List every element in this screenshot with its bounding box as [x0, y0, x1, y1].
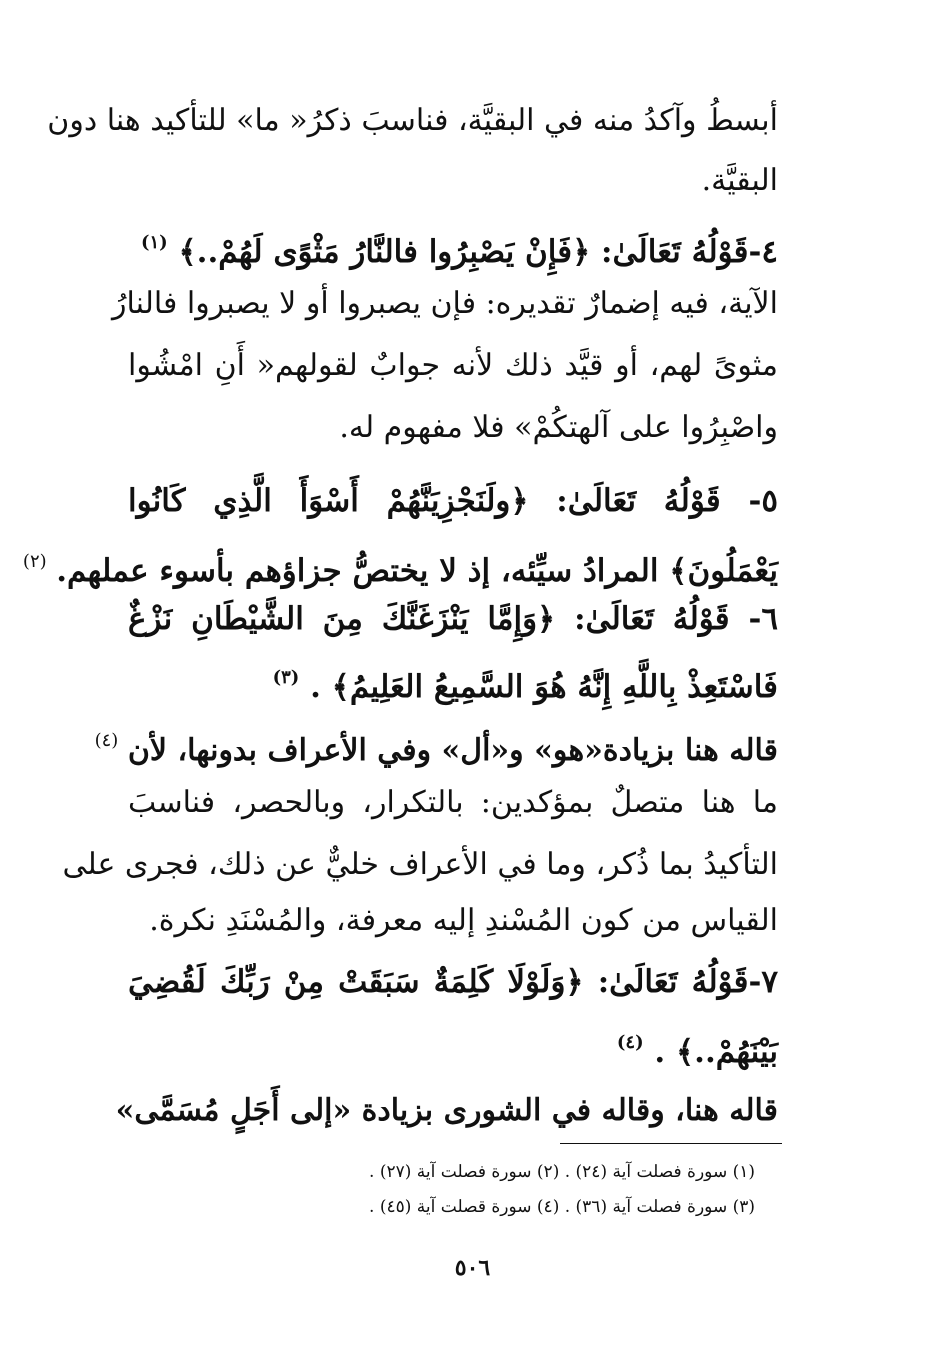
- footnote-ref: (٤): [616, 1032, 644, 1053]
- body-line: الآية، فيه إضمارٌ تقديره: فإن يصبروا أو لا يصبروا فالنارُ: [112, 286, 778, 321]
- body-line: واصْبِرُوا على آلهتكُمْ» فلا مفهوم له.: [339, 410, 778, 445]
- body-line: [94, 719, 778, 773]
- page-number: ٥٠٦: [454, 1255, 491, 1281]
- verse-line: [22, 540, 778, 594]
- verse-line: [128, 1021, 778, 1074]
- body-line: القياس من كون المُسْندِ إليه معرفة، والمُسْنَدِ نكرة.: [149, 903, 778, 938]
- verse-line: ٧-قَوْلُهُ تَعَالَىٰ: ﴿وَلَوْلَا كَلِمَةٌ سَبَقَتْ مِنْ رَبِّكَ لَقُضِيَ: [128, 964, 778, 1000]
- verse-line: ٦- قَوْلُهُ تَعَالَىٰ: ﴿وَإِمَّا يَنْزَغَنَّكَ مِنَ الشَّيْطَانِ نَزْغٌ: [128, 601, 778, 637]
- verse-text: ٤-قَوْلُهُ تَعَالَىٰ: ﴿فَإِنْ يَصْبِرُوا فالنَّارُ مَثْوًى لَهُمْ..﴾: [178, 234, 778, 270]
- verse-text: بَيْنَهُمْ..﴾ .: [654, 1034, 778, 1070]
- footnote-ref: (٤): [94, 730, 119, 751]
- body-line: البقيَّة.: [701, 163, 778, 198]
- verse-text: يَعْمَلُونَ﴾ المرادُ سيِّئه، إذ لا يختصُّ جزاؤهم بأسوء عملهم.: [56, 553, 778, 589]
- body-line: التأكيدُ بما ذُكر، وما في الأعراف خليٌّ عن ذلك، فجرى على: [62, 847, 778, 882]
- verse-line: [128, 221, 778, 274]
- body-line: مثوىً لهم، أو قيَّد ذلك لأنه جوابٌ لقولهم« أَنِ امْشُوا: [128, 348, 778, 383]
- footnote-ref: (٢): [22, 551, 47, 572]
- footnote-divider: [560, 1143, 782, 1144]
- verse-line: ٥- قَوْلُهُ تَعَالَىٰ: ﴿ولَنَجْزِيَنَّهُمْ أَسْوَأَ الَّذِي كَانُوا: [128, 483, 778, 519]
- footnote-line: (٣) سورة فصلت آية (٣٦) . (٤) سورة قصلت آية (٤٥) .: [369, 1197, 755, 1217]
- footnote-line: (١) سورة فصلت آية (٢٤) . (٢) سورة فصلت آية (٢٧) .: [369, 1162, 755, 1182]
- footnote-ref: (١): [140, 232, 168, 253]
- verse-line: [128, 656, 778, 709]
- body-line: أبسطُ وآكدُ منه في البقيَّة، فناسبَ ذكرُ« ما» للتأكيد هنا دون: [47, 103, 778, 138]
- footnote-ref: (٣): [272, 667, 300, 688]
- body-text: قاله هنا بزيادة«هو» و«أل» وفي الأعراف بدونها، لأن: [127, 733, 778, 768]
- body-line: ما هنا متصلٌ بمؤكدين: بالتكرار، وبالحصر، فناسبَ: [128, 785, 778, 820]
- verse-text: فَاسْتَعِذْ بِاللَّهِ إِنَّهُ هُوَ السَّمِيعُ العَلِيمُ﴾ .: [310, 669, 778, 705]
- body-line: قاله هنا، وقاله في الشورى بزيادة «إلى أَجَلٍ مُسَمَّى»: [115, 1093, 778, 1128]
